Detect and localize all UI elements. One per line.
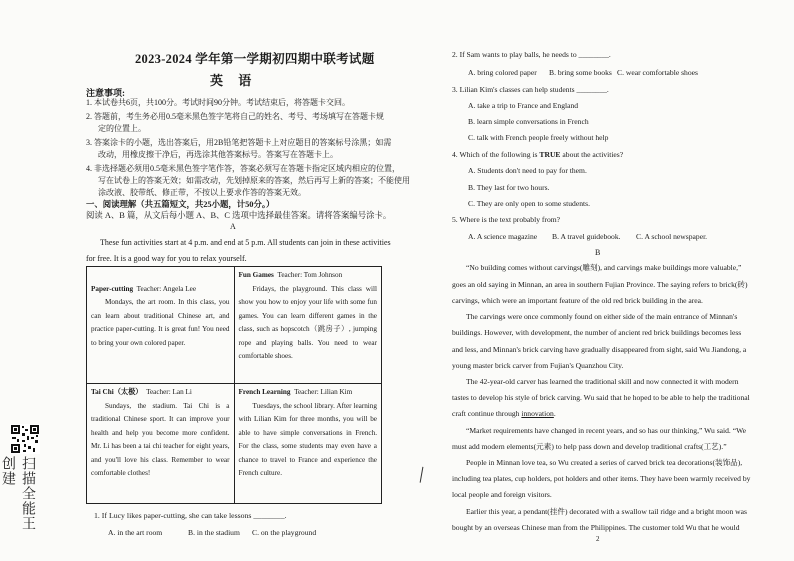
table-cell-fun-games <box>234 267 382 384</box>
note-line: 3. 答案涂卡的小题，选出答案后，用2B铅笔把答题卡上对应题目的答案标号涂黑；如需 <box>86 138 392 147</box>
passage-b-line: bought by an overseas Chinese man from the Philippines. The customer told Wu that he would <box>452 523 740 532</box>
page-number: 2 <box>596 535 600 543</box>
q2-option-b[interactable]: B. bring some books <box>549 68 612 77</box>
passage-b-line: tastes to develop his style of brick carving. Wu said that he hoped to be able to help the traditional <box>452 393 750 402</box>
question-1: 1. If Lucy likes paper-cutting, she can take lessons ________. <box>94 511 287 520</box>
activities-table <box>86 266 382 504</box>
q4-option-a[interactable]: A. Students don't need to pay for them. <box>468 166 587 175</box>
passage-b-line: carvings, which were an important feature of the old red brick building in the area. <box>452 296 703 305</box>
q5-option-a[interactable]: A. A science magazine <box>468 232 538 241</box>
note-line: 2. 答题前，考生务必用0.5毫米黑色签字笔将自己的姓名、考号、考场填写在答题卡规 <box>86 112 384 121</box>
note-line: 改动，用橡皮擦干净后，再选涂其他答案标号。答案写在答题卡上。 <box>98 150 338 159</box>
table-cell-paper-cutting <box>87 281 235 384</box>
pen-mark <box>420 467 427 483</box>
exam-title: 2023-2024 学年第一学期初四期中联考试题 <box>135 52 375 66</box>
passage-b-line: must add modern elements(元素) to help pass down and develop traditional crafts(工艺).” <box>452 442 727 451</box>
q3-option-c[interactable]: C. talk with French people freely without help <box>468 133 609 142</box>
passage-b-line: goes an old saying in Minnan, an area in southern Fujian Province. The saying refers to brick(砖) <box>452 280 748 289</box>
cell-text: Tuesdays, the school library. After learning with Lilian Kim for three months, you will be able to have simple conversations in French. For the class, some students may even have a chance to travel to France and experience the French culture. <box>238 401 377 478</box>
cell-text: Mondays, the art room. In this class, you can learn about traditional Chinese art, and practice paper-cutting. It is great fun! You need to bring your own colored paper. <box>91 298 230 347</box>
passage-a-label: A <box>230 222 236 231</box>
underlined-word: innovation <box>521 409 554 418</box>
q3-option-a[interactable]: A. take a trip to France and England <box>468 101 579 110</box>
q4-option-c[interactable]: C. They are only open to some students. <box>468 199 590 208</box>
scanner-watermark-text: 扫描全能王 创建 <box>0 456 36 531</box>
question-5: 5. Where is the text probably from? <box>452 215 561 224</box>
note-line: 定的位置上。 <box>98 124 146 133</box>
question-2: 2. If Sam wants to play balls, he needs to ________. <box>452 50 611 59</box>
q2-option-a[interactable]: A. bring colored paper <box>468 68 537 77</box>
qr-code-icon <box>10 424 40 454</box>
question-4: 4. Which of the following is TRUE about the activities? <box>452 150 624 159</box>
note-line: 写在试卷上的答案无效；如需改动，先划掉原来的答案，然后再写上新的答案；不能使用 <box>98 176 410 185</box>
passage-b-line: including tea plates, cup holders, pot holders and other items. They have been warmly received by <box>452 474 751 483</box>
q2-option-c[interactable]: C. wear comfortable shoes <box>617 68 698 77</box>
q4-option-b[interactable]: B. They last for two hours. <box>468 183 550 192</box>
cell-heading: French Learning Teacher: Lilian Kim <box>238 388 353 397</box>
q1-option-c[interactable]: C. on the playground <box>252 528 317 537</box>
passage-b-line: The carvings were once commonly found on either side of the main entrance of Minnan's <box>466 312 738 321</box>
subject-title: 英 语 <box>210 73 258 88</box>
passage-b-line: The 42-year-old carver has learned the traditional skill and now connected it with modern <box>466 377 739 386</box>
q5-option-c[interactable]: C. A school newspaper. <box>636 232 708 241</box>
q5-option-b[interactable]: B. A travel guidebook. <box>552 232 621 241</box>
passage-b-line: and less, and Minnan's brick carving have gradually disappeared from sight, said Wu Jiandong, a <box>452 345 747 354</box>
table-cell-empty <box>87 267 235 281</box>
passage-b-line: buildings. However, with development, the number of ancient red brick buildings becomes less <box>452 328 742 337</box>
cell-heading: Fun Games Teacher: Tom Johnson <box>238 271 343 279</box>
notes-heading: 注意事项: <box>86 88 125 98</box>
passage-b-line: People in Minnan love tea, so Wu created a series of carved brick tea decorations(装饰品), <box>466 458 743 467</box>
q1-option-b[interactable]: B. in the stadium <box>188 528 240 537</box>
cell-heading: Tai Chi（太极） Teacher: Lan Li <box>91 388 192 397</box>
cell-text: Sundays, the stadium. Tai Chi is a traditional Chinese sport. It can improve your health and help you become more confident. Mr. Li has been a tai chi teacher for eight years, and you'll love his class. Remember to wear comfortable clothes! <box>91 401 230 478</box>
passage-a-intro: These fun activities start at 4 p.m. and end at 5 p.m. All students can join in these activities <box>100 238 391 247</box>
note-line: 1. 本试卷共6页，共100分。考试时间90分钟。考试结束后，将答题卡交回。 <box>86 98 350 107</box>
cell-heading: Paper-cutting Teacher: Angela Lee <box>91 284 197 293</box>
section-instruction: 阅读 A、B 篇，从文后每小题 A、B、C 选项中选择最佳答案。请将答案编号涂卡。 <box>86 211 392 220</box>
note-line: 涂改液、胶带纸、修正带，不按以上要求作答的答案无效。 <box>98 188 306 197</box>
section-heading: 一、阅读理解（共五篇短文，共25小题，计50分。） <box>86 200 275 209</box>
passage-b-line: Earlier this year, a pendant(挂件) decorated with a swallow tail ridge and a bright moon was <box>466 507 747 516</box>
q3-option-b[interactable]: B. learn simple conversations in French <box>468 117 589 126</box>
cell-text: Fridays, the playground. This class will show you how to enjoy your life with some fun games. You can learn different games in the class, such as hopscotch（跳房子）, jumping rope and playing balls. You need to wear comfortable shoes. <box>238 284 377 360</box>
question-3: 3. Lilian Kim's classes can help students ________. <box>452 85 609 94</box>
passage-a-intro: for free. It is a good way for you to relax yourself. <box>86 254 247 263</box>
note-line: 4. 非选择题必须用0.5毫米黑色签字笔作答，答案必须写在答题卡指定区域内相应的位置， <box>86 164 400 173</box>
passage-b-line: “Market requirements have changed in recent years, and so has our thinking,” Wu said. “We <box>466 426 747 435</box>
passage-b-line: young master brick carver from Fujian's Quanzhou City. <box>452 361 624 370</box>
q1-option-a[interactable]: A. in the art room <box>108 528 163 537</box>
passage-b-line: local people and foreign visitors. <box>452 490 552 499</box>
table-cell-french <box>234 384 382 504</box>
passage-b-line: craft continue through innovation. <box>452 409 556 418</box>
table-cell-tai-chi <box>87 384 235 504</box>
passage-b-line: “No building comes without carvings(雕刻), and carvings make buildings more valuable,” <box>466 263 742 272</box>
passage-b-label: B <box>595 248 601 257</box>
